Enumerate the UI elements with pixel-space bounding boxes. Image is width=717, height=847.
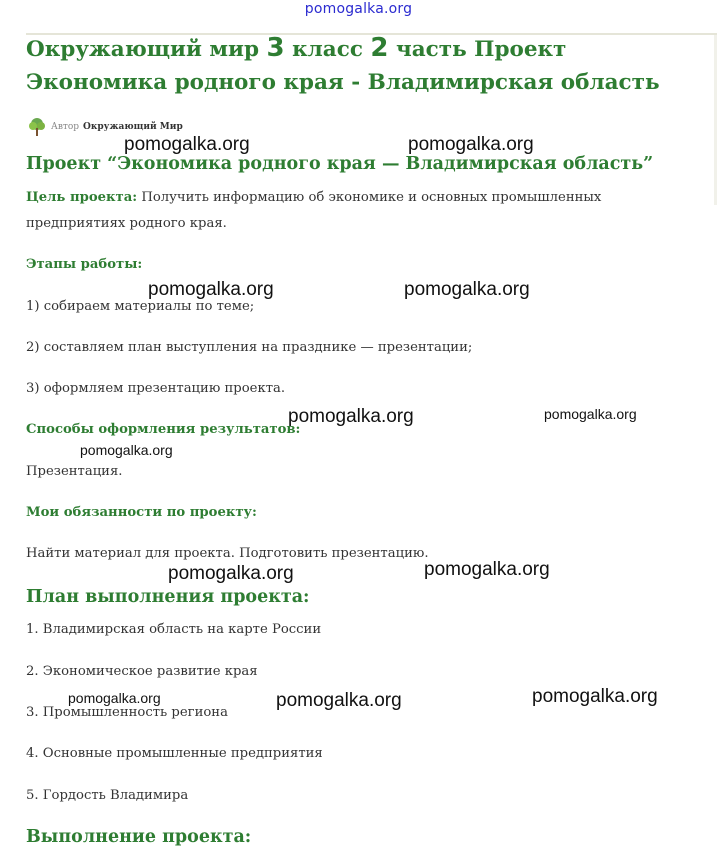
title-part-number: 2	[370, 33, 389, 63]
duties-text: Найти материал для проекта. Подготовить презентацию.	[26, 546, 429, 561]
watermark: pomogalka.org	[544, 406, 637, 422]
title-part-2: класс	[284, 37, 371, 62]
plan-item: 4. Основные промышленные предприятия	[26, 746, 323, 761]
goal-text-2: предприятиях родного края.	[26, 216, 227, 231]
tree-icon	[27, 117, 47, 137]
plan-item: 2. Экономическое развитие края	[26, 664, 258, 679]
plan-item: 5. Гордость Владимира	[26, 788, 189, 803]
author-prefix: Автор	[51, 122, 80, 132]
author-name[interactable]: Окружающий Мир	[83, 122, 183, 132]
stage-item: 2) составляем план выступления на празднике — презентации;	[26, 340, 473, 355]
title-grade-number: 3	[266, 33, 285, 63]
page-title	[26, 32, 696, 99]
duties-label: Мои обязанности по проекту:	[26, 505, 257, 520]
title-part-3: часть Проект	[388, 37, 567, 62]
site-label[interactable]: pomogalka.org	[304, 1, 413, 17]
watermark: pomogalka.org	[404, 279, 530, 300]
article-heading: Проект “Экономика родного края — Владимирская область”	[26, 154, 654, 174]
title-part-1: Окружающий мир	[26, 37, 267, 62]
methods-text: Презентация.	[26, 464, 123, 479]
watermark: pomogalka.org	[532, 686, 658, 707]
stage-item: 3) оформляем презентацию проекта.	[26, 381, 286, 396]
goal-text: Получить информацию об экономике и основных промышленных	[137, 190, 602, 205]
execution-heading: Выполнение проекта:	[26, 827, 252, 847]
watermark: pomogalka.org	[288, 406, 414, 427]
goal-line	[26, 190, 601, 205]
watermark: pomogalka.org	[276, 690, 402, 711]
methods-label: Способы оформления результатов:	[26, 422, 301, 437]
watermark: pomogalka.org	[124, 134, 250, 155]
watermark: pomogalka.org	[168, 563, 294, 584]
goal-label: Цель проекта:	[26, 190, 138, 205]
plan-heading: План выполнения проекта:	[26, 587, 310, 607]
watermark: pomogalka.org	[148, 279, 274, 300]
watermark: pomogalka.org	[408, 134, 534, 155]
title-line-2: Экономика родного края - Владимирская область	[26, 70, 660, 95]
plan-item: 3. Промышленность региона	[26, 705, 228, 720]
watermark: pomogalka.org	[424, 559, 550, 580]
watermark: pomogalka.org	[80, 442, 173, 458]
watermark: pomogalka.org	[68, 690, 161, 706]
stages-label: Этапы работы:	[26, 257, 143, 272]
stage-item: 1) собираем материалы по теме;	[26, 299, 255, 314]
plan-item: 1. Владимирская область на карте России	[26, 622, 322, 637]
